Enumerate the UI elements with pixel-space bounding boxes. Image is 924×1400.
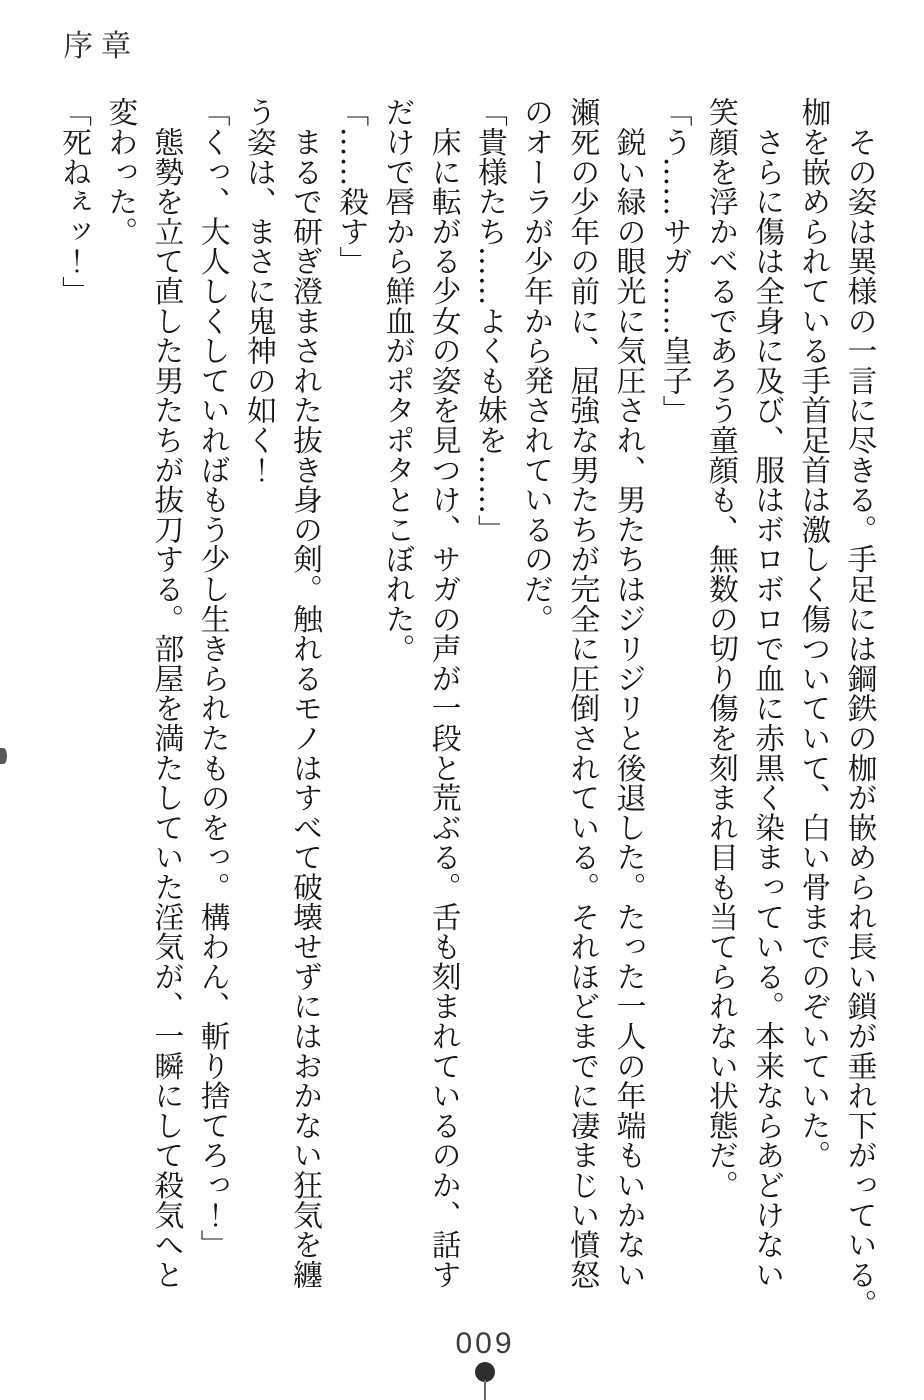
- chapter-header: 序章: [63, 29, 139, 64]
- text-line: 「……殺す」: [333, 97, 369, 276]
- text-line: さらに傷は全身に及び、服はボロボロで血に赤黒く染まっている。本来ならあどけない: [749, 97, 785, 1289]
- text-line: 態勢を立て直した男たちが抜刀する。部屋を満たしていた淫気が、一瞬にして殺気へと: [148, 97, 184, 1289]
- page-number: 009: [455, 1327, 515, 1360]
- text-line: 瀬死の少年の前に、屈強な男たちが完全に圧倒されている。それほどまでに凄まじい憤怒: [564, 97, 600, 1289]
- text-line: のオーラが少年から発されているのだ。: [518, 97, 554, 634]
- text-line: 変わった。: [102, 97, 138, 246]
- text-line: 「貴様たち……よくも妹を……」: [472, 97, 508, 544]
- text-line: 「死ねぇッ！」: [56, 97, 92, 306]
- text-line: 「う……サガ……皇子」: [657, 97, 693, 425]
- footer-dot-ornament: [475, 1362, 495, 1382]
- text-line: その姿は異様の一言に尽きる。手足には鋼鉄の枷が嵌められ長い鎖が垂れ下がっている。: [842, 97, 877, 1319]
- text-line: 「くっ、大人しくしていればもう少し生きられたものをっ。構わん、斬り捨てろっ！」: [195, 97, 231, 1260]
- scan-artifact: [0, 748, 7, 764]
- text-line: 鋭い緑の眼光に気圧され、男たちはジリジリと後退した。たった一人の年端もいかない: [610, 97, 646, 1289]
- body-text: [50, 97, 882, 1319]
- text-line: 枷を嵌められている手首足首は激しく傷ついていて、白い骨までのぞいていた。: [795, 97, 831, 1170]
- text-line: 床に転がる少女の姿を見つけ、サガの声が一段と荒ぶる。舌も刻まれているのか、話す: [426, 97, 462, 1289]
- footer-line-ornament: [484, 1380, 486, 1400]
- text-line: まるで研ぎ澄まされた抜き身の剣。触れるモノはすべて破壊せずにはおかない狂気を纏: [287, 97, 323, 1289]
- text-line: 笑顔を浮かべるであろう童顔も、無数の切り傷を刻まれ目も当てられない状態だ。: [703, 97, 739, 1200]
- text-line: う姿は、まさに鬼神の如く！: [241, 97, 277, 485]
- text-line: だけで唇から鮮血がポタポタとこぼれた。: [379, 97, 415, 664]
